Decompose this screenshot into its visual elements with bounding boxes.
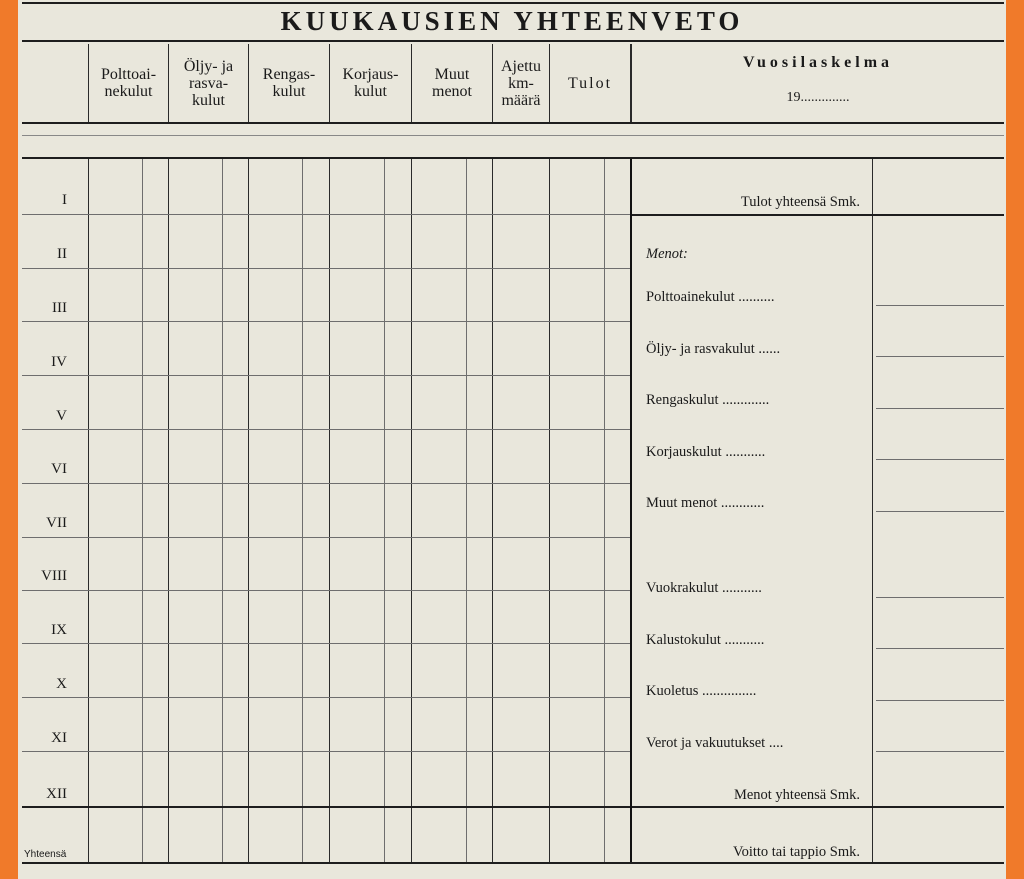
grid-line (168, 159, 169, 863)
row-line (22, 429, 630, 430)
col-header-polttoaine: Polttoai- nekulut (100, 66, 157, 100)
amount-line (876, 408, 1004, 409)
row-line (22, 268, 630, 269)
month-label: I (62, 192, 67, 208)
title-rule (22, 40, 1004, 42)
summary-total-rule (632, 806, 1004, 808)
row-line (22, 214, 630, 215)
bottom-rule (22, 862, 1004, 864)
income-total-label: Tulot yhteensä Smk. (740, 194, 860, 210)
month-label: VI (51, 461, 67, 477)
month-label: V (56, 408, 67, 424)
col-header-tulot: Tulot (567, 74, 613, 92)
col-header-km: Ajettu km- määrä (501, 57, 541, 109)
row-line (22, 537, 630, 538)
expense-oil: Öljy- ja rasvakulut ...... (646, 341, 781, 357)
form-title: KUUKAUSIEN YHTEENVETO (280, 6, 744, 36)
total-row-label: Yhteensä (24, 849, 67, 860)
annual-year: 19.............. (786, 90, 850, 105)
amount-line (876, 459, 1004, 460)
row-line (22, 751, 630, 752)
month-label: II (57, 246, 67, 262)
row-line (22, 643, 630, 644)
month-label: XI (51, 730, 67, 746)
col-header-oljy: Öljy- ja rasva- kulut (183, 57, 234, 109)
summary-amount-line (872, 159, 873, 863)
expense-depreciation: Kuoletus ............... (646, 683, 757, 699)
annual-heading: Vuosilaskelma (742, 54, 894, 71)
col-header-rengas: Rengas- kulut (262, 66, 316, 100)
expense-other: Muut menot ............ (646, 495, 765, 511)
summary-divider (630, 159, 632, 863)
body-top-rule (22, 157, 1004, 159)
expense-fuel: Polttoainekulut .......... (646, 289, 775, 305)
grid-line (492, 159, 493, 863)
fold-line (22, 135, 1004, 136)
grid-line (248, 159, 249, 863)
expense-equipment: Kalustokulut ........... (646, 632, 765, 648)
amount-line (876, 356, 1004, 357)
row-line (22, 590, 630, 591)
form-sheet (18, 0, 1006, 879)
grid-subline (466, 159, 467, 863)
grid-subline (142, 159, 143, 863)
grid-line (329, 159, 330, 863)
row-line (22, 697, 630, 698)
month-label: IX (51, 622, 67, 638)
total-rule (22, 806, 630, 808)
month-label: III (52, 300, 67, 316)
month-label: IV (51, 354, 67, 370)
col-header-korjaus: Korjaus- kulut (342, 66, 399, 100)
expense-tyres: Rengaskulut ............. (646, 392, 770, 408)
expenses-total-label: Menot yhteensä Smk. (733, 787, 860, 803)
top-rule (22, 2, 1004, 4)
month-label: VIII (41, 568, 67, 584)
amount-line (876, 700, 1004, 701)
month-label: X (56, 676, 67, 692)
amount-line (876, 597, 1004, 598)
row-line (22, 321, 630, 322)
profit-loss-label: Voitto tai tappio Smk. (732, 844, 860, 860)
expenses-heading: Menot: (646, 246, 688, 262)
grid-line (549, 159, 550, 863)
month-label: VII (46, 515, 67, 531)
grid-subline (604, 159, 605, 863)
grid-line (88, 159, 89, 863)
summary-rule (632, 214, 1004, 216)
expense-taxes-insurance: Verot ja vakuutukset .... (646, 735, 784, 751)
amount-line (876, 305, 1004, 306)
grid-subline (222, 159, 223, 863)
amount-line (876, 751, 1004, 752)
grid-line (411, 159, 412, 863)
expense-rent: Vuokrakulut ........... (646, 580, 762, 596)
row-line (22, 375, 630, 376)
month-label: XII (46, 786, 67, 802)
grid-subline (384, 159, 385, 863)
col-header-muut: Muut menot (432, 66, 472, 100)
grid-subline (302, 159, 303, 863)
header-bottom-rule (22, 122, 1004, 124)
row-line (22, 483, 630, 484)
expense-repairs: Korjauskulut ........... (646, 444, 766, 460)
amount-line (876, 511, 1004, 512)
amount-line (876, 648, 1004, 649)
